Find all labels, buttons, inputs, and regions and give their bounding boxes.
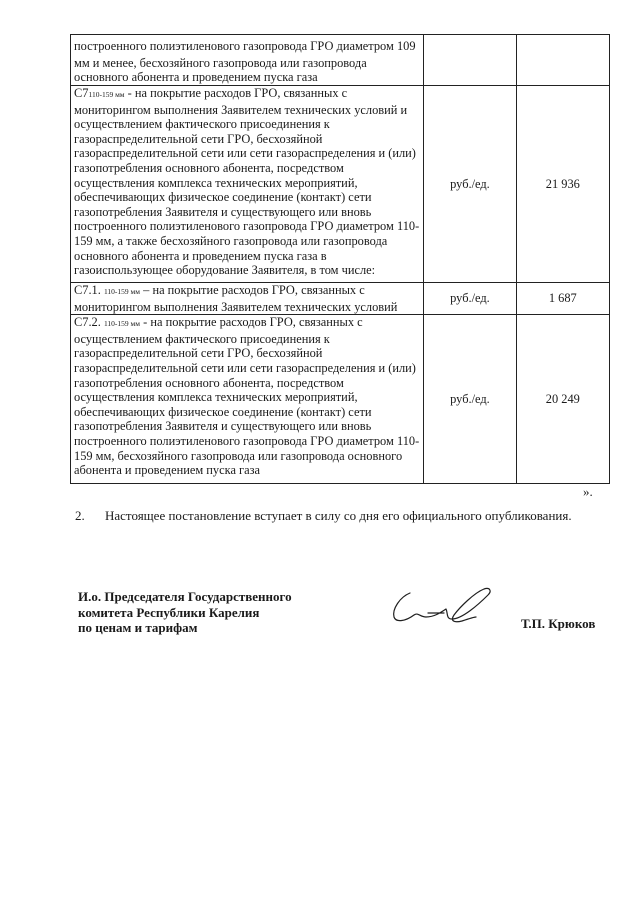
- signatory-title-line: И.о. Председателя Государственного: [78, 589, 292, 604]
- row-code-suffix: 110-159 мм: [88, 90, 125, 99]
- signatory-name: Т.П. Крюков: [521, 616, 596, 631]
- row-code: С7.1.: [74, 283, 104, 297]
- row-code-suffix: 110-159 мм: [103, 319, 141, 329]
- row-description: - на покрытие расходов ГРО, связанных с мониторингом выполнения Заявителем технических условий и осуществлением фактического присоединения к газораспределительной сети ГРО, бесхозяйной газораспределительной сети или сети газораспределения и (или) газопотребления основного абонента, посредством осуществления комплекса технических мероприятий, обеспечивающих физическое соединение (контакт) сети газопотребления Заявителя и существующего или вновь построенного полиэтиленового газопровода ГРО диаметром 110-159 мм, а также бесхозяйного газопровода или газопровода основного абонента и проведением пуска газа в газоиспользующее оборудование Заявителя, в том числе:: [74, 86, 420, 278]
- clause-2: [75, 508, 572, 524]
- table-row: [71, 315, 610, 484]
- table-row: [71, 86, 610, 283]
- unit-cell: [424, 35, 516, 86]
- row-code: С7.2.: [74, 315, 104, 330]
- value-cell: 1 687: [516, 283, 609, 315]
- description-cell: [71, 283, 424, 315]
- unit-cell: руб./ед.: [424, 283, 516, 315]
- table-row: [71, 283, 610, 315]
- row-code: С7: [74, 86, 89, 100]
- value-cell: 21 936: [516, 86, 609, 283]
- description-cell: [71, 35, 424, 86]
- row-code-suffix: 110-159 мм: [103, 287, 141, 296]
- signatory-title-line: по ценам и тарифам: [78, 620, 198, 635]
- table-row: [71, 35, 610, 86]
- unit-cell: руб./ед.: [424, 86, 516, 283]
- signatory-title-line: комитета Республики Карелия: [78, 604, 260, 620]
- value-cell: [516, 35, 609, 86]
- row-description: – на покрытие расходов ГРО, связанных с мониторингом выполнения Заявителем технических условий: [74, 283, 398, 314]
- clause-number: 2.: [75, 508, 85, 523]
- value-cell: 20 249: [516, 315, 609, 484]
- description-cell: [71, 315, 424, 484]
- signatory-title: [78, 589, 338, 636]
- closing-quote: ».: [583, 484, 593, 499]
- description-cell: [71, 86, 424, 283]
- tariff-table: [70, 34, 610, 484]
- unit-cell: руб./ед.: [424, 315, 516, 484]
- clause-text: Настоящее постановление вступает в силу со дня его официального опубликования.: [105, 508, 572, 523]
- row-description: - на покрытие расходов ГРО, связанных с осуществлением фактического присоединения к газораспределительной сети ГРО, бесхозяйной газораспределительной сети или сети газораспределения и (или) газопотребления основного абонента, посредством осуществления комплекса технических мероприятий, обеспечивающих физическое соединение (контакт) сети газопотребления Заявителя и существующего или вновь построенного полиэтиленового газопровода ГРО диаметром 110-159 мм, бесхозяйного газопровода или газопровода основного абонента и проведением пуска газа: [74, 315, 420, 478]
- handwritten-signature-icon: [388, 583, 498, 629]
- row-description: построенного полиэтиленового газопровода ГРО диаметром 109 мм и менее, бесхозяйного газопровода или газопровода основного абонента и проведением пуска газа: [74, 39, 416, 85]
